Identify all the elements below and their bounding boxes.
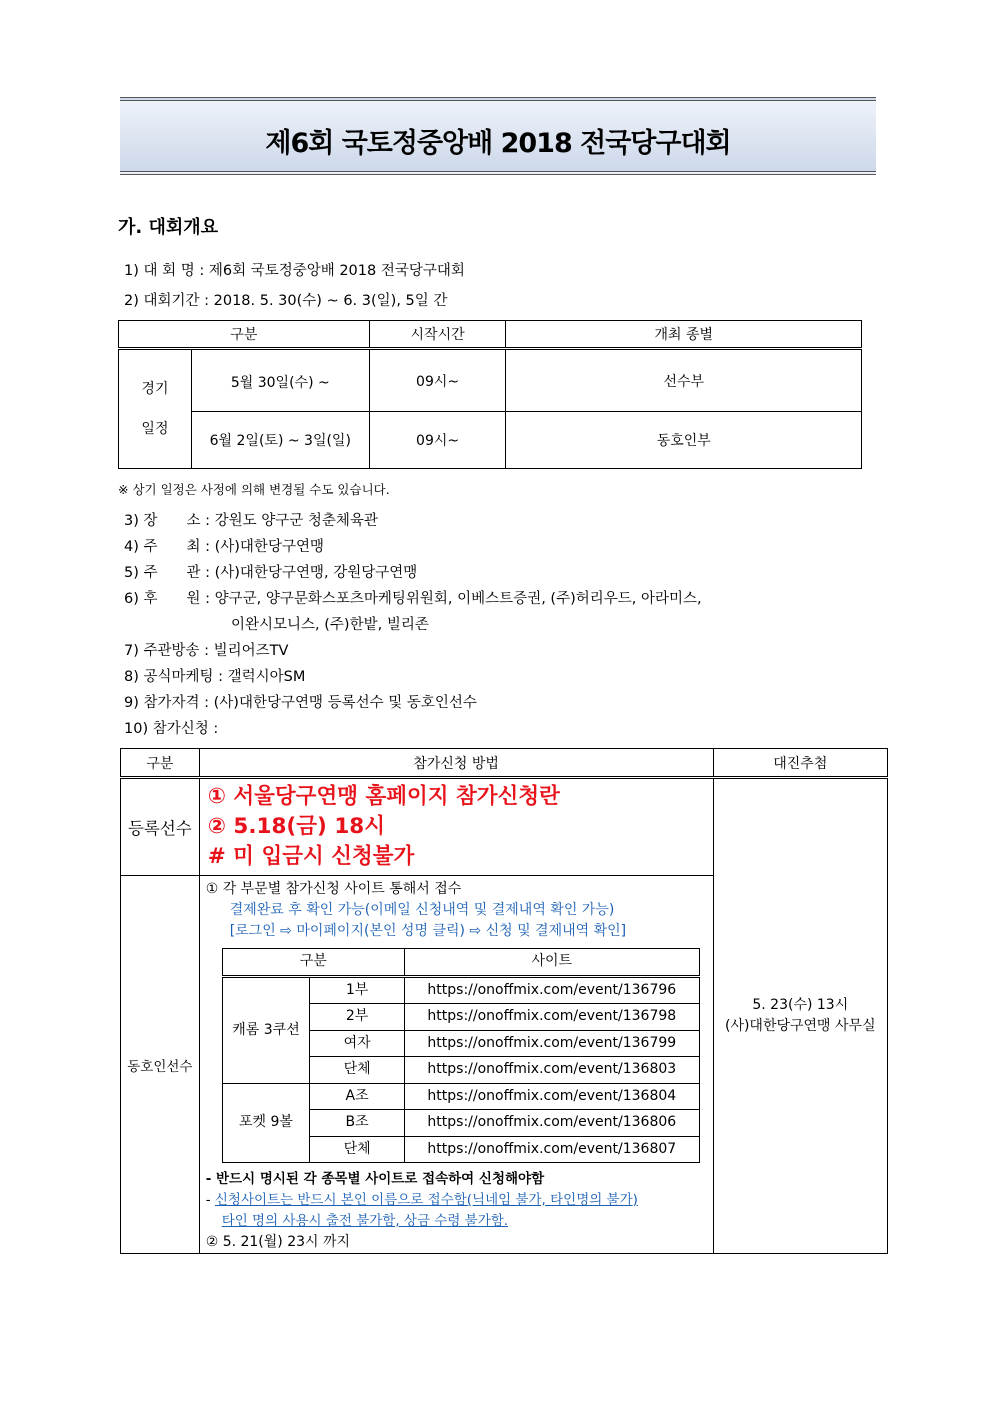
site-table <box>222 948 700 1163</box>
item-marketing: 8) 공식마케팅 : 갤럭시아SM <box>124 669 306 685</box>
amateur-rule-1: - 반드시 명시된 각 종목별 사이트로 접속하여 신청해야함 <box>205 1171 545 1187</box>
site-url[interactable]: https://onoffmix.com/event/136804 <box>404 1083 699 1110</box>
site-url[interactable]: https://onoffmix.com/event/136803 <box>404 1057 699 1084</box>
site-division: 2부 <box>310 1004 405 1031</box>
section-heading: 가. 대회개요 <box>118 217 219 238</box>
overview-period: 2) 대회기간 : 2018. 5. 30(수) ~ 6. 3(일), 5일 간 <box>124 293 448 309</box>
app-header-division: 구분 <box>121 749 200 778</box>
site-division: A조 <box>310 1083 405 1110</box>
draw-info <box>713 778 887 1254</box>
registered-line-1: ① 서울당구연맹 홈페이지 참가신청란 <box>207 784 560 809</box>
amateur-rule-2-line <box>206 1190 713 1211</box>
schedule-date: 5월 30일(수) ~ <box>191 349 369 412</box>
schedule-time: 09시~ <box>369 412 506 469</box>
carom-label: 캐롬 3쿠션 <box>222 976 310 1083</box>
site-header-site: 사이트 <box>404 949 699 977</box>
item-organizer: 5) 주 관 : (사)대한당구연맹, 강원당구연맹 <box>124 565 418 581</box>
amateur-intro: ① 각 부문별 참가신청 사이트 통해서 접수 <box>205 881 462 897</box>
schedule-header-time: 시작시간 <box>369 321 506 349</box>
schedule-header-event: 개최 종별 <box>506 321 862 349</box>
overview-name: 1) 대 회 명 : 제6회 국토정중앙배 2018 전국당구대회 <box>124 263 465 279</box>
amateur-rule-2: 신청사이트는 반드시 본인 이름으로 접수함(닉네임 불가, 타인명의 불가) <box>214 1192 638 1208</box>
site-division: 단체 <box>310 1057 405 1084</box>
registered-label: 등록선수 <box>121 778 200 876</box>
site-url[interactable]: https://onoffmix.com/event/136796 <box>404 976 699 1004</box>
site-division: B조 <box>310 1110 405 1137</box>
site-url[interactable]: https://onoffmix.com/event/136806 <box>404 1110 699 1137</box>
title-banner <box>120 97 876 175</box>
schedule-group-label <box>119 349 192 469</box>
amateur-rule-3: 타인 명의 사용시 출전 불가함, 상금 수령 불가함. <box>221 1213 509 1229</box>
item-eligibility: 9) 참가자격 : (사)대한당구연맹 등록선수 및 동호인선수 <box>124 695 477 711</box>
item-venue: 3) 장 소 : 강원도 양구군 청춘체육관 <box>124 513 378 529</box>
amateur-note-2: [로그인 ⇨ 마이페이지(본인 성명 클릭) ⇨ 신청 및 결제내역 확인] <box>229 923 627 939</box>
schedule-event: 동호인부 <box>506 412 862 469</box>
item-application: 10) 참가신청 : <box>124 721 219 737</box>
item-sponsor: 6) 후 원 : 양구군, 양구문화스포츠마케팅위원회, 이베스트증권, (주)허리우드, 아라미스, <box>124 591 702 607</box>
schedule-header-division: 구분 <box>119 321 370 349</box>
item-host: 4) 주 최 : (사)대한당구연맹 <box>124 539 324 555</box>
amateur-deadline: ② 5. 21(월) 23시 까지 <box>205 1234 351 1250</box>
pocket-label: 포켓 9볼 <box>222 1083 310 1163</box>
schedule-table <box>118 320 862 469</box>
schedule-group-label-1: 경기 <box>141 381 169 397</box>
application-table <box>120 748 888 1254</box>
amateur-note-1: 결제완료 후 확인 가능(이메일 신청내역 및 결제내역 확인 가능) <box>229 902 615 918</box>
schedule-event: 선수부 <box>506 349 862 412</box>
site-url[interactable]: https://onoffmix.com/event/136798 <box>404 1004 699 1031</box>
registered-line-2: ② 5.18(금) 18시 <box>207 814 386 839</box>
page-title: 제6회 국토정중앙배 2018 전국당구대회 <box>265 128 731 159</box>
registered-method <box>199 778 713 876</box>
item-sponsor-cont: 이완시모니스, (주)한밭, 빌리존 <box>231 617 429 633</box>
site-division: 1부 <box>310 976 405 1004</box>
site-division: 단체 <box>310 1136 405 1163</box>
registered-line-3: # 미 입금시 신청불가 <box>207 844 415 869</box>
site-url[interactable]: https://onoffmix.com/event/136807 <box>404 1136 699 1163</box>
schedule-date: 6월 2일(토) ~ 3일(일) <box>191 412 369 469</box>
app-header-draw: 대진추첨 <box>713 749 887 778</box>
site-division: 여자 <box>310 1030 405 1057</box>
draw-location: (사)대한당구연맹 사무실 <box>724 1018 876 1034</box>
amateur-method <box>199 876 713 1254</box>
draw-datetime: 5. 23(수) 13시 <box>752 997 849 1013</box>
amateur-rule-2-bullet: - <box>205 1192 215 1208</box>
app-header-method: 참가신청 방법 <box>199 749 713 778</box>
schedule-time: 09시~ <box>369 349 506 412</box>
site-url[interactable]: https://onoffmix.com/event/136799 <box>404 1030 699 1057</box>
schedule-group-label-2: 일정 <box>141 421 169 437</box>
site-header-division: 구분 <box>222 949 404 977</box>
item-broadcast: 7) 주관방송 : 빌리어즈TV <box>124 643 289 659</box>
schedule-note: ※ 상기 일정은 사정에 의해 변경될 수도 있습니다. <box>118 482 390 497</box>
amateur-label: 동호인선수 <box>121 876 200 1254</box>
